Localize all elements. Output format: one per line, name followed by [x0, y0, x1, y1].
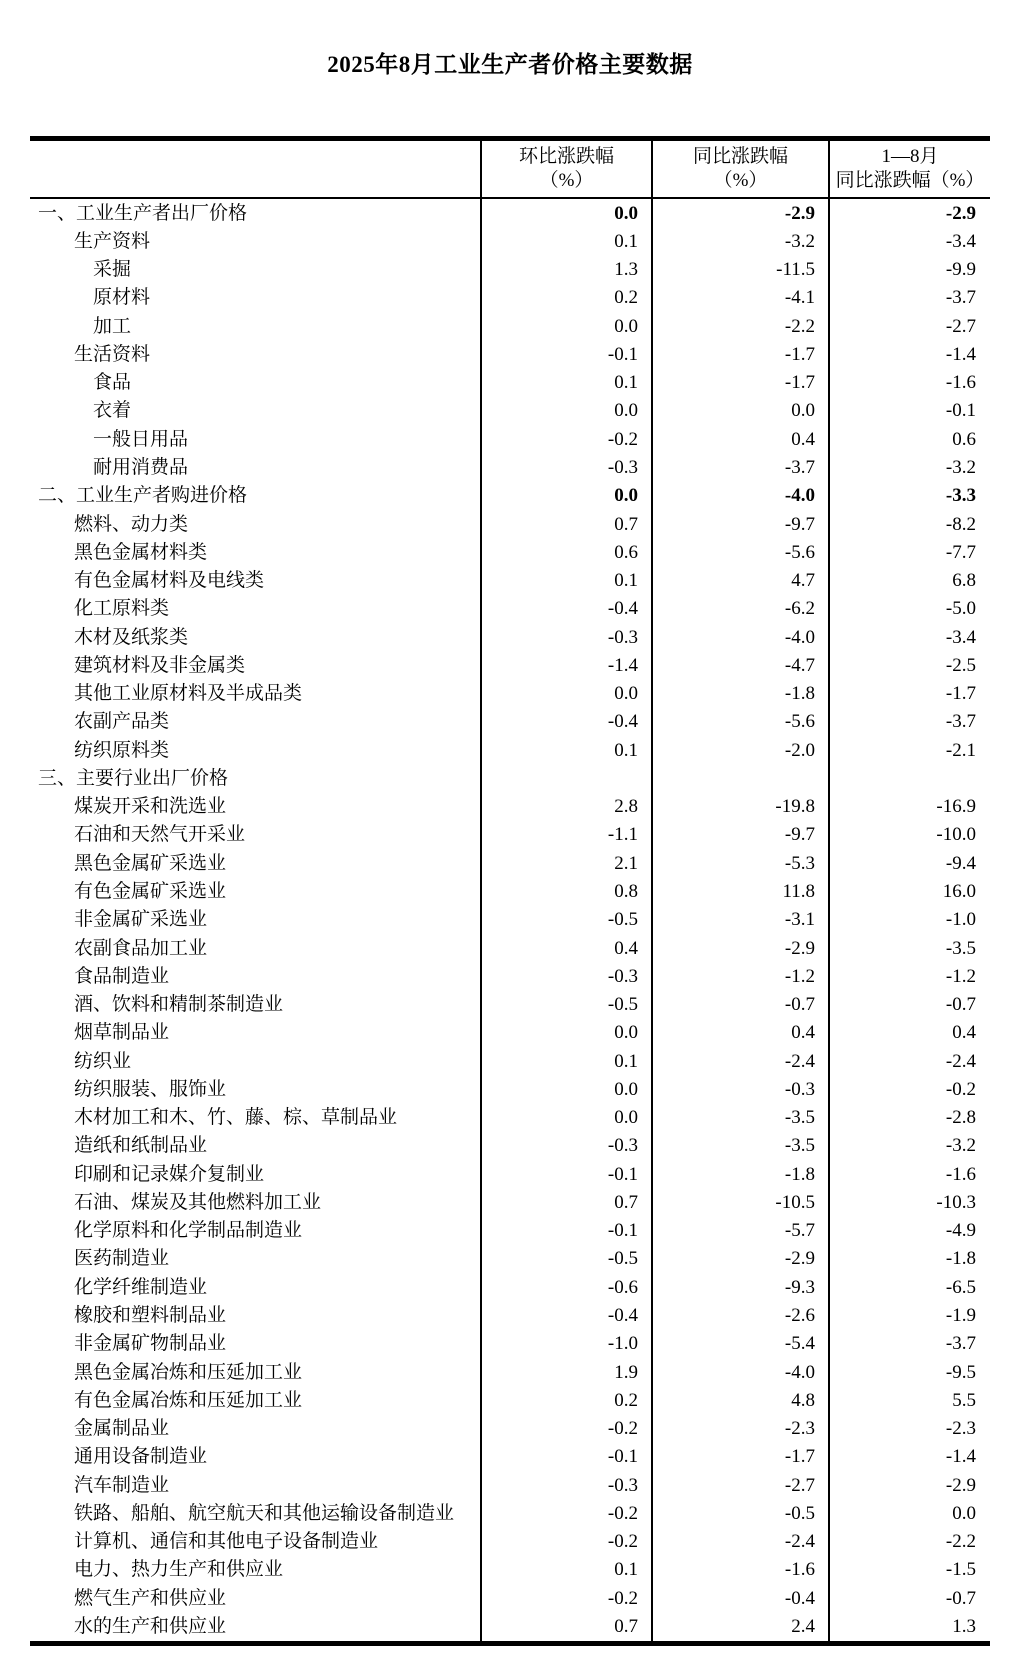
- row-label: 燃气生产和供应业: [74, 1587, 227, 1609]
- table-body: [30, 198, 990, 1643]
- row-value-mom: 0.6: [481, 538, 652, 566]
- row-value-ytd: -1.7: [829, 680, 990, 708]
- row-value-yoy: -2.6: [652, 1301, 829, 1329]
- row-value-yoy: -6.2: [652, 595, 829, 623]
- table-row: [30, 1584, 990, 1612]
- row-value-yoy: -2.9: [652, 198, 829, 227]
- row-label: 生活资料: [74, 343, 151, 365]
- table-row: [30, 623, 990, 651]
- row-value-mom: 0.4: [481, 934, 652, 962]
- ppi-data-table: [30, 136, 990, 1646]
- row-value-mom: 0.0: [481, 198, 652, 227]
- row-value-ytd: 0.6: [829, 425, 990, 453]
- table-row: [30, 538, 990, 566]
- row-value-mom: -1.1: [481, 821, 652, 849]
- row-value-yoy: -2.4: [652, 1047, 829, 1075]
- row-value-mom: 0.1: [481, 1556, 652, 1584]
- row-value-yoy: -0.3: [652, 1075, 829, 1103]
- row-label: 农副产品类: [74, 711, 170, 733]
- col-header-ytd-line1: 1—8月: [881, 146, 939, 168]
- row-value-yoy: -3.7: [652, 453, 829, 481]
- row-label: 非金属矿采选业: [74, 909, 208, 931]
- table-row: [30, 340, 990, 368]
- row-value-yoy: -2.2: [652, 312, 829, 340]
- table-row: [30, 1104, 990, 1132]
- row-value-yoy: -4.7: [652, 651, 829, 679]
- row-value-yoy: -1.8: [652, 680, 829, 708]
- row-value-ytd: -1.6: [829, 369, 990, 397]
- row-value-yoy: [652, 764, 829, 792]
- row-value-ytd: -3.5: [829, 934, 990, 962]
- row-value-yoy: 0.4: [652, 1019, 829, 1047]
- row-value-mom: -0.3: [481, 1132, 652, 1160]
- row-value-yoy: -9.3: [652, 1273, 829, 1301]
- row-value-ytd: -5.0: [829, 595, 990, 623]
- row-value-ytd: -0.1: [829, 397, 990, 425]
- row-value-mom: -0.3: [481, 1471, 652, 1499]
- table-row: [30, 510, 990, 538]
- row-value-yoy: -3.5: [652, 1132, 829, 1160]
- table-row: [30, 1443, 990, 1471]
- row-value-ytd: 5.5: [829, 1386, 990, 1414]
- table-row: [30, 1499, 990, 1527]
- row-label: 一般日用品: [93, 428, 189, 450]
- row-value-yoy: -19.8: [652, 793, 829, 821]
- row-label: 煤炭开采和洗选业: [74, 796, 227, 818]
- row-value-ytd: -1.0: [829, 906, 990, 934]
- row-value-mom: 0.1: [481, 1047, 652, 1075]
- row-label: 生产资料: [74, 230, 151, 252]
- row-value-mom: -0.5: [481, 1245, 652, 1273]
- row-value-mom: -0.4: [481, 1301, 652, 1329]
- row-label: 二、工业生产者购进价格: [38, 485, 248, 507]
- row-label: 木材加工和木、竹、藤、棕、草制品业: [74, 1107, 398, 1129]
- table-row: [30, 482, 990, 510]
- table-row: [30, 595, 990, 623]
- table-row: [30, 821, 990, 849]
- row-value-mom: 0.7: [481, 1188, 652, 1216]
- table-row: [30, 651, 990, 679]
- row-value-yoy: -4.0: [652, 482, 829, 510]
- row-value-yoy: -10.5: [652, 1188, 829, 1216]
- row-value-mom: 0.7: [481, 510, 652, 538]
- table-row: [30, 1301, 990, 1329]
- row-value-mom: -0.1: [481, 340, 652, 368]
- row-value-mom: 0.2: [481, 284, 652, 312]
- row-value-yoy: -1.6: [652, 1556, 829, 1584]
- row-label: 非金属矿物制品业: [74, 1333, 227, 1355]
- row-value-ytd: -2.8: [829, 1104, 990, 1132]
- table-row: [30, 849, 990, 877]
- row-value-yoy: -0.7: [652, 990, 829, 1018]
- row-value-ytd: 0.4: [829, 1019, 990, 1047]
- row-value-yoy: -5.7: [652, 1217, 829, 1245]
- row-value-mom: -1.4: [481, 651, 652, 679]
- row-value-ytd: -2.2: [829, 1527, 990, 1555]
- row-value-mom: 0.0: [481, 397, 652, 425]
- table-row: [30, 1273, 990, 1301]
- row-value-mom: 1.3: [481, 256, 652, 284]
- table-row: [30, 1386, 990, 1414]
- table-row: [30, 1245, 990, 1273]
- row-label: 农副食品加工业: [74, 937, 208, 959]
- table-row: [30, 1527, 990, 1555]
- row-value-yoy: 4.8: [652, 1386, 829, 1414]
- row-value-mom: -0.5: [481, 906, 652, 934]
- row-value-mom: 0.7: [481, 1612, 652, 1643]
- row-value-yoy: -5.6: [652, 708, 829, 736]
- row-value-ytd: [829, 764, 990, 792]
- row-value-ytd: -1.2: [829, 962, 990, 990]
- row-label: 计算机、通信和其他电子设备制造业: [74, 1531, 379, 1553]
- table-row: [30, 1358, 990, 1386]
- row-value-mom: -0.5: [481, 990, 652, 1018]
- row-value-mom: 0.0: [481, 312, 652, 340]
- table-row: [30, 764, 990, 792]
- row-value-yoy: -4.0: [652, 623, 829, 651]
- row-value-mom: 0.0: [481, 680, 652, 708]
- table-row: [30, 1217, 990, 1245]
- row-value-yoy: -3.2: [652, 227, 829, 255]
- row-value-ytd: -9.4: [829, 849, 990, 877]
- col-header-mom: [481, 139, 652, 199]
- row-label: 有色金属冶炼和压延加工业: [74, 1389, 303, 1411]
- row-label: 一、工业生产者出厂价格: [38, 202, 248, 224]
- row-value-mom: -0.2: [481, 1584, 652, 1612]
- row-label: 化工原料类: [74, 598, 170, 620]
- row-value-mom: 0.1: [481, 736, 652, 764]
- row-value-mom: -0.2: [481, 1499, 652, 1527]
- row-value-mom: -0.4: [481, 708, 652, 736]
- row-value-mom: -0.2: [481, 1414, 652, 1442]
- row-value-yoy: -1.7: [652, 369, 829, 397]
- table-row: [30, 793, 990, 821]
- row-value-ytd: -2.4: [829, 1047, 990, 1075]
- row-value-yoy: -5.6: [652, 538, 829, 566]
- row-value-ytd: -1.6: [829, 1160, 990, 1188]
- row-label: 橡胶和塑料制品业: [74, 1304, 227, 1326]
- table-row: [30, 934, 990, 962]
- row-value-ytd: -3.7: [829, 1330, 990, 1358]
- row-value-yoy: 11.8: [652, 877, 829, 905]
- row-label: 纺织业: [74, 1050, 132, 1072]
- row-value-ytd: -1.8: [829, 1245, 990, 1273]
- table-row: [30, 1019, 990, 1047]
- row-value-mom: -0.3: [481, 453, 652, 481]
- row-value-yoy: -5.3: [652, 849, 829, 877]
- row-value-ytd: -7.7: [829, 538, 990, 566]
- table-row: [30, 312, 990, 340]
- table-row: [30, 1556, 990, 1584]
- table-row: [30, 877, 990, 905]
- row-value-yoy: -2.7: [652, 1471, 829, 1499]
- row-value-ytd: -3.2: [829, 1132, 990, 1160]
- table-row: [30, 227, 990, 255]
- row-value-ytd: -6.5: [829, 1273, 990, 1301]
- table-row: [30, 425, 990, 453]
- table-row: [30, 369, 990, 397]
- row-label: 纺织原料类: [74, 739, 170, 761]
- row-label: 化学纤维制造业: [74, 1276, 208, 1298]
- row-label: 采掘: [93, 259, 132, 281]
- row-label: 黑色金属冶炼和压延加工业: [74, 1361, 303, 1383]
- row-value-ytd: -9.5: [829, 1358, 990, 1386]
- col-header-indicator: [30, 139, 481, 199]
- table-row: [30, 1612, 990, 1643]
- row-value-yoy: -5.4: [652, 1330, 829, 1358]
- table-row: [30, 284, 990, 312]
- row-value-mom: -0.4: [481, 595, 652, 623]
- row-label: 三、主要行业出厂价格: [38, 767, 229, 789]
- row-value-mom: 2.8: [481, 793, 652, 821]
- row-label: 铁路、船舶、航空航天和其他运输设备制造业: [74, 1502, 455, 1524]
- row-value-ytd: -1.9: [829, 1301, 990, 1329]
- row-value-yoy: -1.7: [652, 340, 829, 368]
- col-header-ytd: [829, 139, 990, 199]
- row-value-ytd: -3.4: [829, 623, 990, 651]
- table-row: [30, 1330, 990, 1358]
- row-label: 金属制品业: [74, 1418, 170, 1440]
- row-value-mom: 0.8: [481, 877, 652, 905]
- row-label: 烟草制品业: [74, 1022, 170, 1044]
- row-label: 原材料: [93, 287, 151, 309]
- row-value-ytd: -1.4: [829, 340, 990, 368]
- row-value-yoy: -1.7: [652, 1443, 829, 1471]
- row-value-yoy: -0.5: [652, 1499, 829, 1527]
- row-value-yoy: -3.5: [652, 1104, 829, 1132]
- row-value-ytd: -3.7: [829, 284, 990, 312]
- row-value-yoy: -9.7: [652, 821, 829, 849]
- row-value-ytd: 1.3: [829, 1612, 990, 1643]
- row-value-ytd: -2.3: [829, 1414, 990, 1442]
- table-row: [30, 566, 990, 594]
- row-label: 燃料、动力类: [74, 513, 189, 535]
- row-label: 其他工业原材料及半成品类: [74, 683, 303, 705]
- row-value-ytd: -10.0: [829, 821, 990, 849]
- row-value-yoy: -0.4: [652, 1584, 829, 1612]
- row-value-mom: 0.1: [481, 369, 652, 397]
- row-value-ytd: -16.9: [829, 793, 990, 821]
- row-value-ytd: -0.2: [829, 1075, 990, 1103]
- row-label: 汽车制造业: [74, 1474, 170, 1496]
- row-label: 电力、热力生产和供应业: [74, 1559, 284, 1581]
- row-value-ytd: -2.1: [829, 736, 990, 764]
- row-label: 衣着: [93, 400, 132, 422]
- row-value-mom: -0.2: [481, 1527, 652, 1555]
- row-label: 黑色金属材料类: [74, 541, 208, 563]
- row-label: 医药制造业: [74, 1248, 170, 1270]
- row-value-mom: -1.0: [481, 1330, 652, 1358]
- row-value-yoy: 0.4: [652, 425, 829, 453]
- row-value-ytd: -1.5: [829, 1556, 990, 1584]
- table-row: [30, 1188, 990, 1216]
- row-value-mom: -0.6: [481, 1273, 652, 1301]
- row-value-ytd: -0.7: [829, 990, 990, 1018]
- row-value-ytd: 0.0: [829, 1499, 990, 1527]
- table-row: [30, 962, 990, 990]
- row-value-ytd: -8.2: [829, 510, 990, 538]
- row-value-ytd: -4.9: [829, 1217, 990, 1245]
- row-value-yoy: -2.0: [652, 736, 829, 764]
- row-value-ytd: -3.7: [829, 708, 990, 736]
- row-value-yoy: -1.8: [652, 1160, 829, 1188]
- row-value-ytd: -9.9: [829, 256, 990, 284]
- table-row: [30, 1471, 990, 1499]
- row-value-yoy: 2.4: [652, 1612, 829, 1643]
- row-label: 木材及纸浆类: [74, 626, 189, 648]
- row-value-yoy: -4.1: [652, 284, 829, 312]
- col-header-mom-line2: （%）: [539, 170, 594, 191]
- row-value-mom: 0.0: [481, 482, 652, 510]
- row-value-mom: 1.9: [481, 1358, 652, 1386]
- page-title: 2025年8月工业生产者价格主要数据: [327, 52, 693, 77]
- col-header-yoy-line2: （%）: [713, 170, 768, 191]
- row-label: 加工: [93, 315, 132, 337]
- row-label: 耐用消费品: [93, 457, 189, 479]
- table-row: [30, 198, 990, 227]
- row-label: 石油和天然气开采业: [74, 824, 246, 846]
- row-value-mom: 0.1: [481, 566, 652, 594]
- row-value-ytd: -3.3: [829, 482, 990, 510]
- row-value-ytd: -3.4: [829, 227, 990, 255]
- row-label: 酒、饮料和精制茶制造业: [74, 994, 284, 1016]
- table-row: [30, 256, 990, 284]
- row-value-mom: -0.2: [481, 425, 652, 453]
- row-value-yoy: -3.1: [652, 906, 829, 934]
- row-label: 纺织服装、服饰业: [74, 1078, 227, 1100]
- table-row: [30, 453, 990, 481]
- table-header-row: [30, 139, 990, 199]
- table-row: [30, 990, 990, 1018]
- row-label: 建筑材料及非金属类: [74, 654, 246, 676]
- row-label: 黑色金属矿采选业: [74, 852, 227, 874]
- row-value-ytd: 6.8: [829, 566, 990, 594]
- row-value-mom: -0.3: [481, 623, 652, 651]
- row-label: 化学原料和化学制品制造业: [74, 1220, 303, 1242]
- row-value-mom: 0.1: [481, 227, 652, 255]
- row-value-mom: -0.3: [481, 962, 652, 990]
- row-value-mom: [481, 764, 652, 792]
- table-row: [30, 708, 990, 736]
- row-label: 食品制造业: [74, 965, 170, 987]
- row-label: 石油、煤炭及其他燃料加工业: [74, 1191, 322, 1213]
- row-value-yoy: -2.9: [652, 1245, 829, 1273]
- row-value-ytd: -1.4: [829, 1443, 990, 1471]
- row-value-mom: 2.1: [481, 849, 652, 877]
- table-row: [30, 1047, 990, 1075]
- table-row: [30, 397, 990, 425]
- row-label: 造纸和纸制品业: [74, 1135, 208, 1157]
- table-row: [30, 906, 990, 934]
- row-label: 食品: [93, 372, 132, 394]
- col-header-yoy: [652, 139, 829, 199]
- col-header-yoy-line1: 同比涨跌幅: [692, 146, 788, 168]
- row-value-mom: -0.1: [481, 1443, 652, 1471]
- row-value-yoy: -1.2: [652, 962, 829, 990]
- table-row: [30, 1075, 990, 1103]
- row-value-ytd: -0.7: [829, 1584, 990, 1612]
- table-row: [30, 680, 990, 708]
- row-value-yoy: 4.7: [652, 566, 829, 594]
- row-value-yoy: -9.7: [652, 510, 829, 538]
- row-value-mom: 0.0: [481, 1104, 652, 1132]
- row-value-yoy: -2.4: [652, 1527, 829, 1555]
- row-value-ytd: -3.2: [829, 453, 990, 481]
- row-value-yoy: -4.0: [652, 1358, 829, 1386]
- row-label: 水的生产和供应业: [74, 1615, 227, 1637]
- col-header-mom-line1: 环比涨跌幅: [518, 146, 614, 168]
- row-value-yoy: -11.5: [652, 256, 829, 284]
- row-value-mom: 0.0: [481, 1019, 652, 1047]
- row-value-yoy: -2.9: [652, 934, 829, 962]
- row-value-mom: -0.1: [481, 1217, 652, 1245]
- table-row: [30, 1132, 990, 1160]
- row-value-mom: 0.2: [481, 1386, 652, 1414]
- table-row: [30, 1414, 990, 1442]
- row-value-ytd: -2.9: [829, 1471, 990, 1499]
- table-row: [30, 1160, 990, 1188]
- row-value-ytd: -10.3: [829, 1188, 990, 1216]
- row-value-mom: -0.1: [481, 1160, 652, 1188]
- row-value-ytd: 16.0: [829, 877, 990, 905]
- row-value-ytd: -2.9: [829, 198, 990, 227]
- row-value-yoy: 0.0: [652, 397, 829, 425]
- row-label: 通用设备制造业: [74, 1446, 208, 1468]
- row-value-ytd: -2.5: [829, 651, 990, 679]
- col-header-ytd-line2: 同比涨跌幅（%）: [835, 170, 985, 191]
- row-label: 有色金属材料及电线类: [74, 570, 265, 592]
- table-row: [30, 736, 990, 764]
- row-label: 有色金属矿采选业: [74, 881, 227, 902]
- row-value-yoy: -2.3: [652, 1414, 829, 1442]
- row-value-mom: 0.0: [481, 1075, 652, 1103]
- row-value-ytd: -2.7: [829, 312, 990, 340]
- row-label: 印刷和记录媒介复制业: [74, 1163, 265, 1185]
